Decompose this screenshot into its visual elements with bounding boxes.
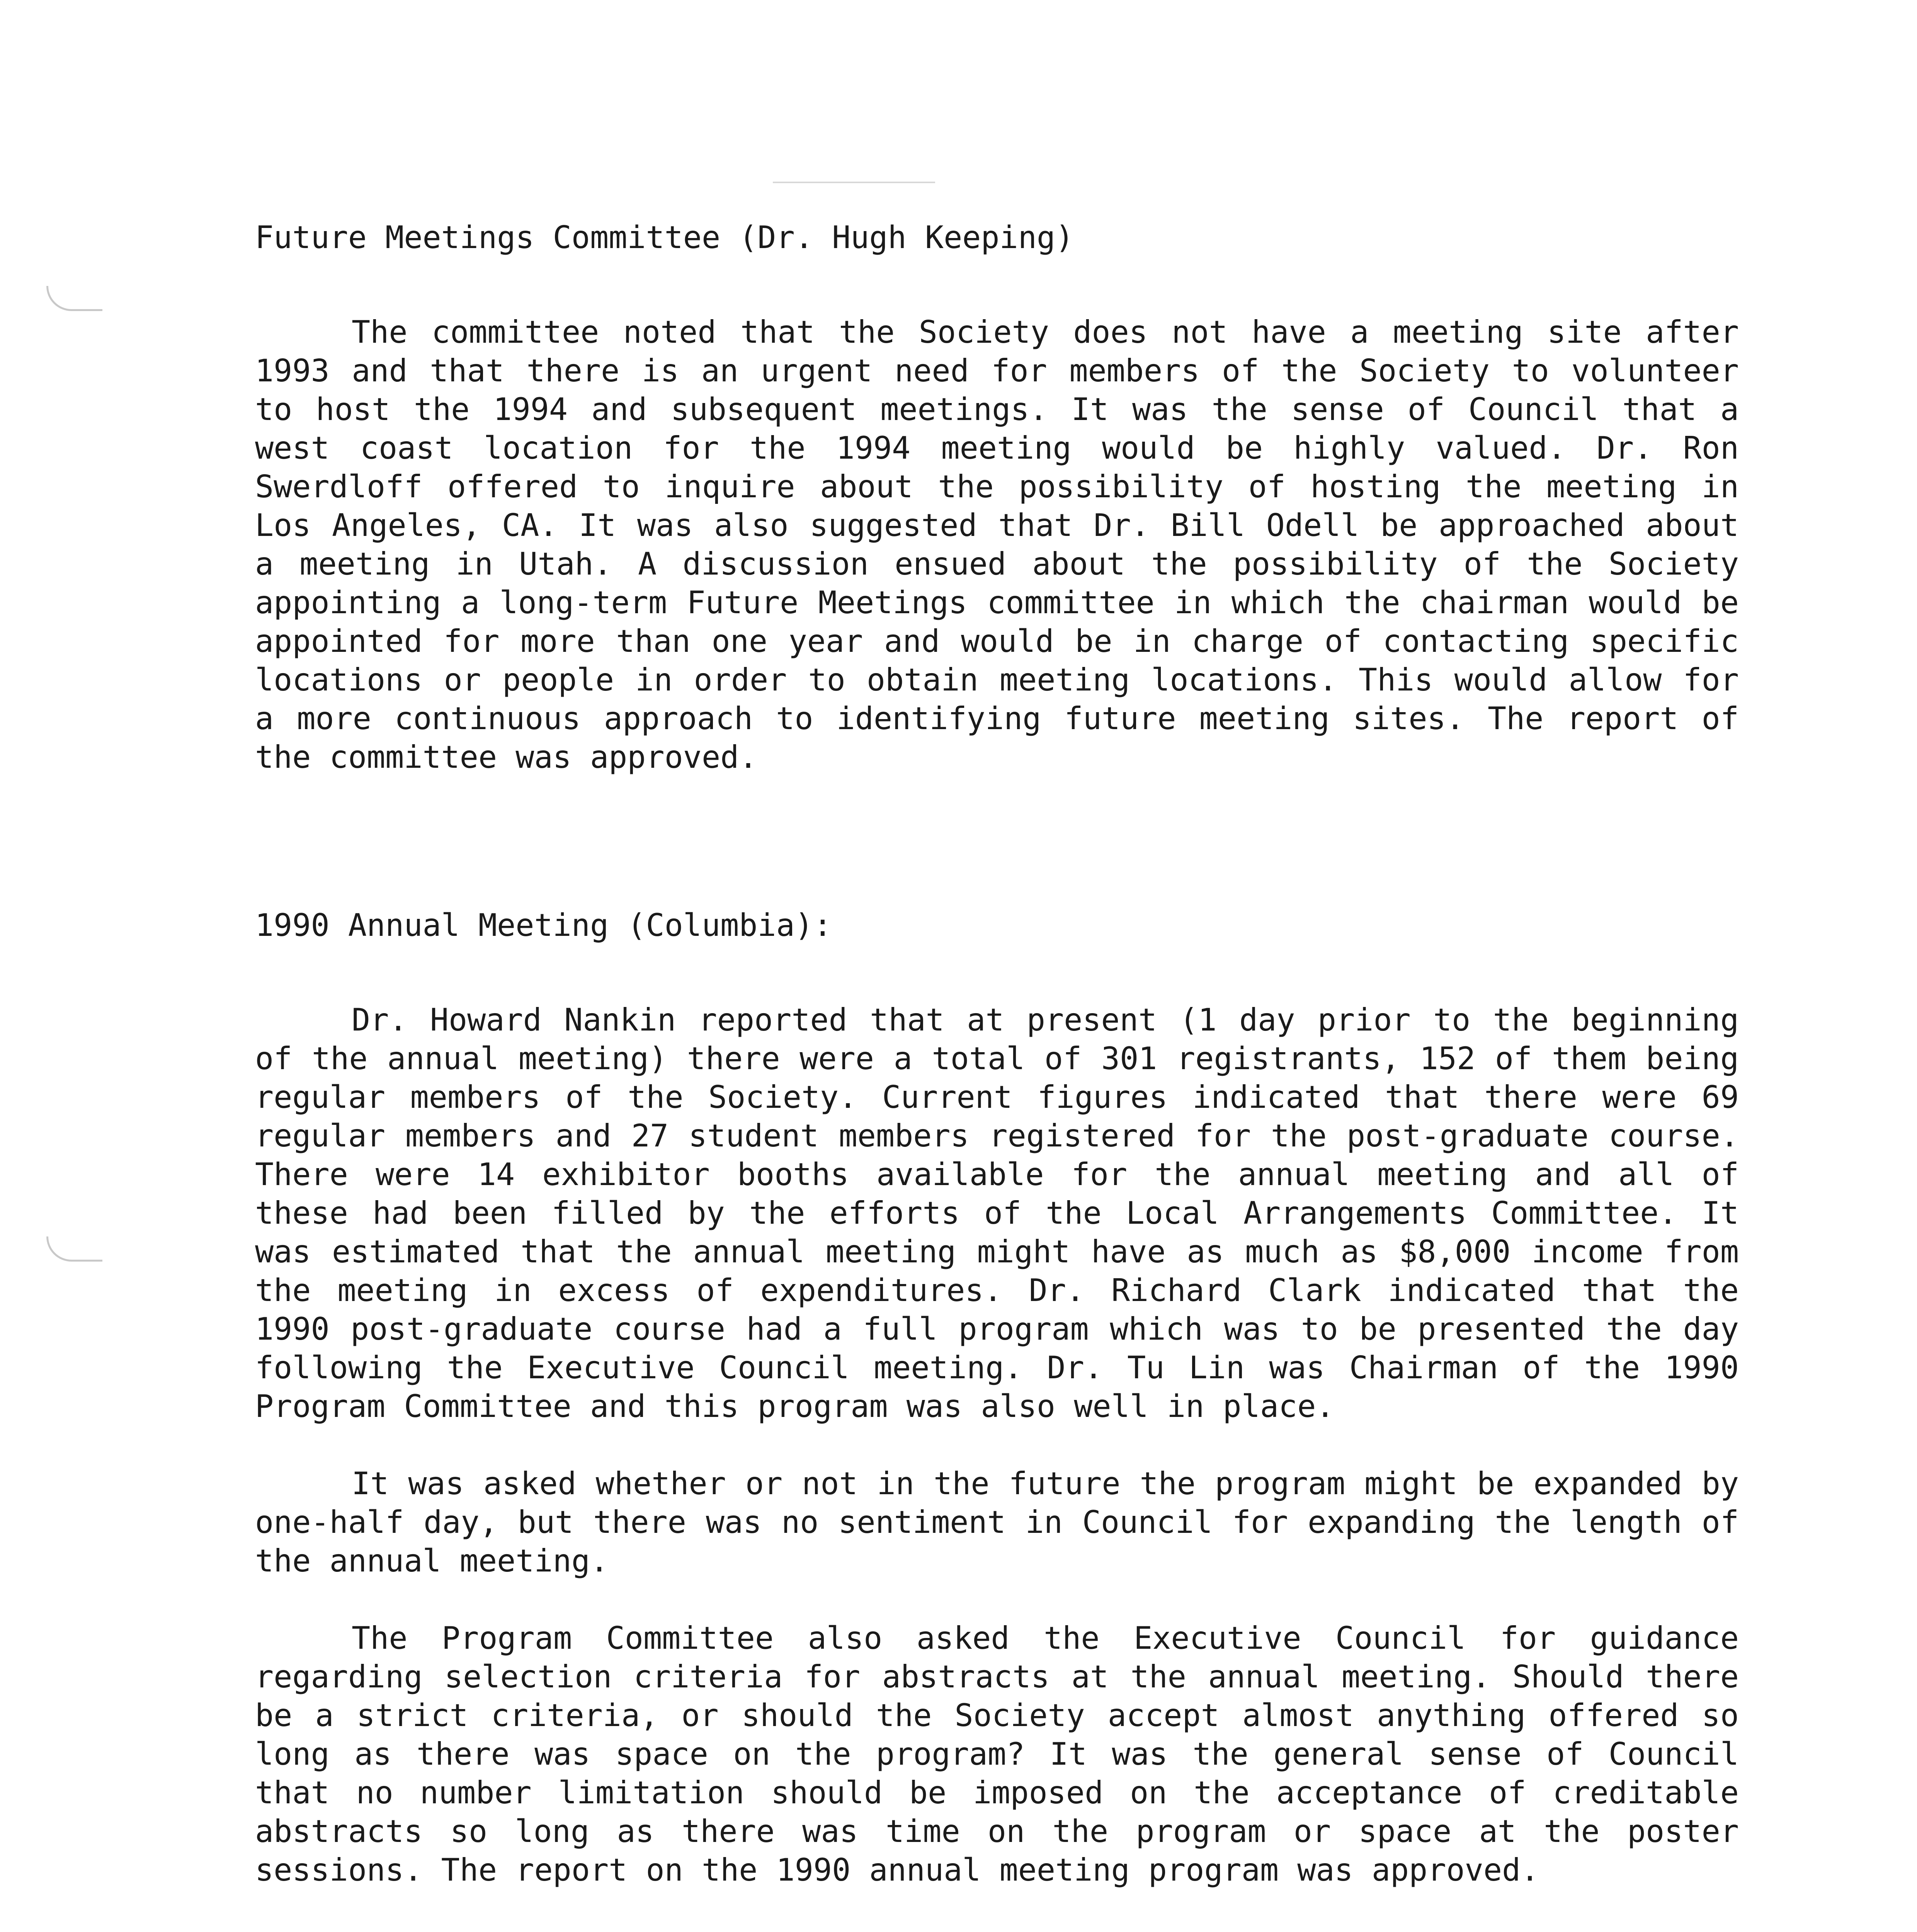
scan-mark bbox=[46, 1236, 102, 1262]
document-body bbox=[255, 216, 1739, 1932]
section-future-meetings bbox=[255, 216, 1739, 777]
paragraph: The Program Committee also asked the Executive Council for guidance regarding selection criteria for abstracts at the annual meeting. Should there be a strict criteria, or should the Society accept almost anything offered so long as there was space on the program? It was the general sense of Council that no number limitation should be imposed on the acceptance of creditable abstracts so long as there was time on the program or space at the poster sessions. The report on the 1990 annual meeting program was approved. bbox=[255, 1620, 1739, 1888]
scan-speck bbox=[773, 182, 935, 183]
scan-mark bbox=[46, 286, 102, 311]
paragraph: The committee noted that the Society does not have a meeting site after 1993 and that there is an urgent need for members of the Society to volunteer to host the 1994 and subsequent meetings. It was the sense of Council that a west coast location for the 1994 meeting would be highly valued. Dr. Ron Swerdloff offered to inquire about the possibility of hosting the meeting in Los Angeles, CA. It was also suggested that Dr. Bill Odell be approached about a meeting in Utah. A discussion ensued about the possibility of the Society appointing a long-term Future Meetings committee in which the chairman would be appointed for more than one year and would be in charge of contacting specific locations or people in order to obtain meeting locations. This would allow for a more continuous approach to identifying future meeting sites. The report of the committee was approved. bbox=[255, 314, 1739, 775]
section-1990-annual-meeting bbox=[255, 904, 1739, 1889]
section-heading: 1990 Annual Meeting (Columbia): bbox=[255, 907, 832, 943]
paragraph: It was asked whether or not in the future the program might be expanded by one-half day, but there was no sentiment in Council for expanding the length of the annual meeting. bbox=[255, 1466, 1739, 1579]
section-spacer bbox=[255, 815, 1739, 904]
paragraph: Dr. Howard Nankin reported that at present (1 day prior to the beginning of the annual meeting) there were a total of 301 registrants, 152 of them being regular members of the Society. Current figures indicated that there were 69 regular members and 27 student members registered for the post-graduate course. There were 14 exhibitor booths available for the annual meeting and all of these had been filled by the efforts of the Local Arrangements Committee. It was estimated that the annual meeting might have as much as $8,000 income from the meeting in excess of expenditures. Dr. Richard Clark indicated that the 1990 post-graduate course had a full program which was to be presented the day following the Executive Council meeting. Dr. Tu Lin was Chairman of the 1990 Program Committee and this program was also well in place. bbox=[255, 1002, 1739, 1424]
section-spacer bbox=[255, 1928, 1739, 1932]
section-heading: Future Meetings Committee (Dr. Hugh Keeping) bbox=[255, 219, 1074, 255]
